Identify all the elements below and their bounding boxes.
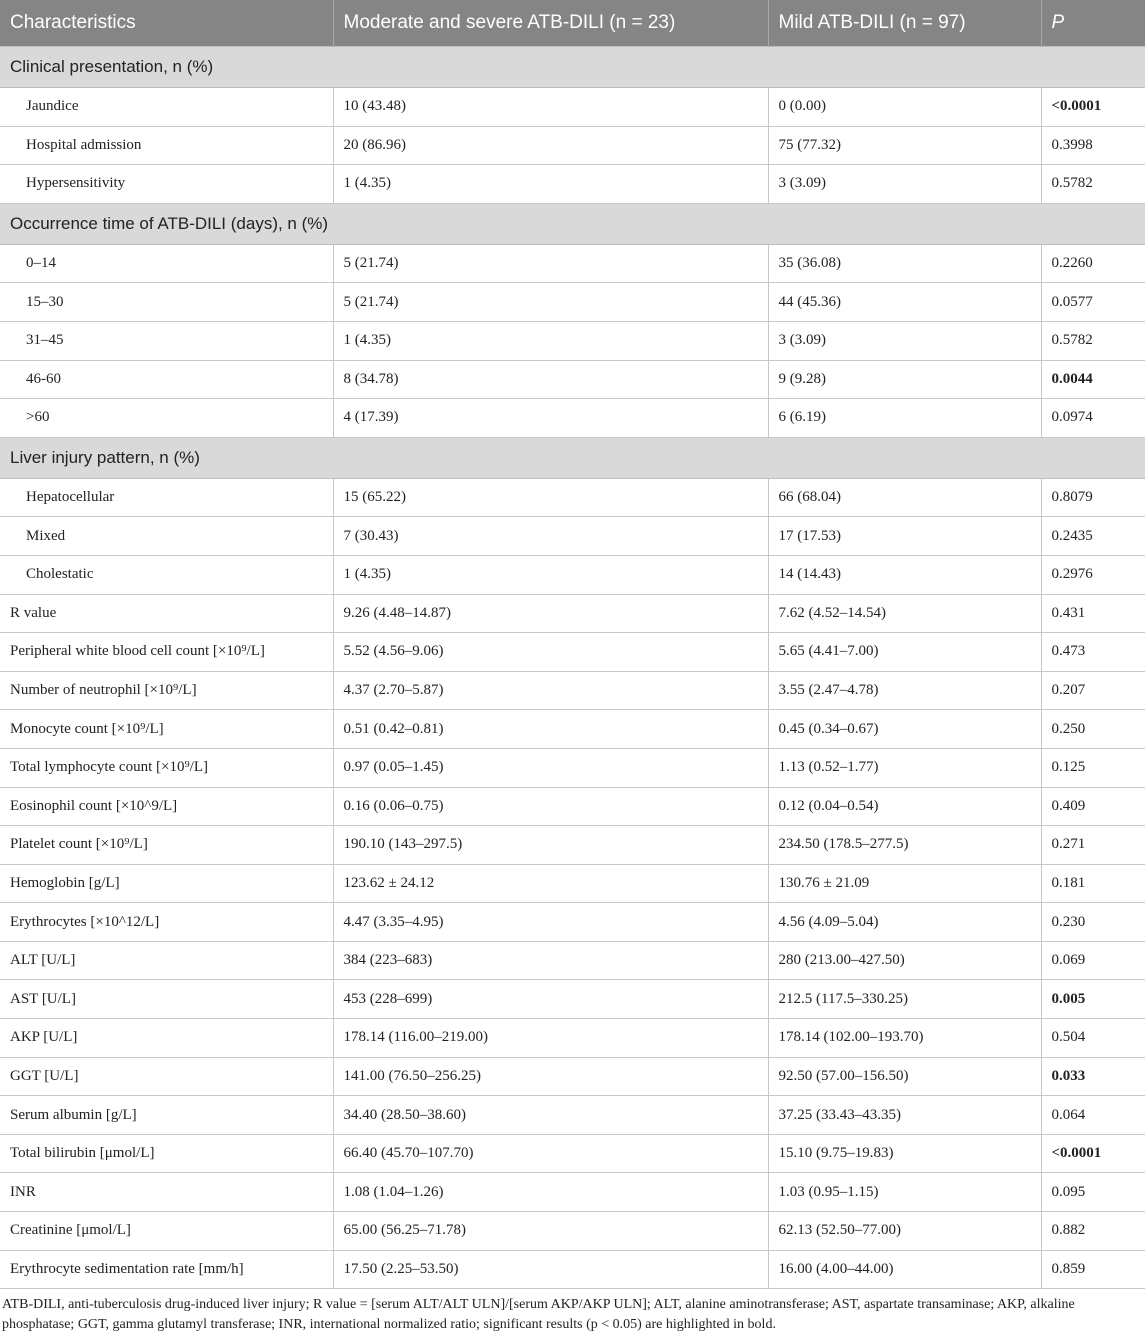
cell-moderate: 65.00 (56.25–71.78) [333, 1212, 768, 1251]
row-label: Erythrocytes [×10^12/L] [0, 903, 333, 942]
cell-mild: 66 (68.04) [768, 478, 1041, 517]
cell-p: 0.230 [1041, 903, 1145, 942]
cell-mild: 3 (3.09) [768, 321, 1041, 360]
table-row [0, 244, 1145, 283]
cell-p: 0.8079 [1041, 478, 1145, 517]
header-characteristics: Characteristics [0, 0, 333, 47]
cell-moderate: 384 (223–683) [333, 941, 768, 980]
table-row [0, 826, 1145, 865]
table-row [0, 941, 1145, 980]
table-row [0, 903, 1145, 942]
table-row [0, 864, 1145, 903]
cell-p: 0.5782 [1041, 165, 1145, 204]
cell-p: 0.0577 [1041, 283, 1145, 322]
cell-p: 0.2260 [1041, 244, 1145, 283]
row-label: >60 [0, 399, 333, 438]
table-row [0, 1096, 1145, 1135]
cell-moderate: 178.14 (116.00–219.00) [333, 1019, 768, 1058]
cell-mild: 62.13 (52.50–77.00) [768, 1212, 1041, 1251]
row-label: 46-60 [0, 360, 333, 399]
section-row [0, 437, 1145, 478]
cell-mild: 3.55 (2.47–4.78) [768, 671, 1041, 710]
cell-moderate: 4 (17.39) [333, 399, 768, 438]
table-row [0, 478, 1145, 517]
cell-mild: 17 (17.53) [768, 517, 1041, 556]
row-label: Erythrocyte sedimentation rate [mm/h] [0, 1250, 333, 1289]
cell-mild: 75 (77.32) [768, 126, 1041, 165]
cell-moderate: 0.97 (0.05–1.45) [333, 748, 768, 787]
cell-moderate: 141.00 (76.50–256.25) [333, 1057, 768, 1096]
cell-moderate: 1 (4.35) [333, 555, 768, 594]
cell-mild: 37.25 (33.43–43.35) [768, 1096, 1041, 1135]
cell-p: 0.473 [1041, 633, 1145, 672]
row-label: AKP [U/L] [0, 1019, 333, 1058]
table-row [0, 165, 1145, 204]
table-row [0, 88, 1145, 127]
cell-mild: 1.13 (0.52–1.77) [768, 748, 1041, 787]
cell-mild: 9 (9.28) [768, 360, 1041, 399]
cell-mild: 14 (14.43) [768, 555, 1041, 594]
cell-mild: 0.45 (0.34–0.67) [768, 710, 1041, 749]
cell-moderate: 123.62 ± 24.12 [333, 864, 768, 903]
cell-p: 0.0044 [1041, 360, 1145, 399]
section-row [0, 203, 1145, 244]
cell-mild: 1.03 (0.95–1.15) [768, 1173, 1041, 1212]
table-row [0, 633, 1145, 672]
row-label: Eosinophil count [×10^9/L] [0, 787, 333, 826]
table-row [0, 1212, 1145, 1251]
cell-mild: 0 (0.00) [768, 88, 1041, 127]
cell-moderate: 5 (21.74) [333, 283, 768, 322]
cell-mild: 92.50 (57.00–156.50) [768, 1057, 1041, 1096]
header-moderate-severe: Moderate and severe ATB-DILI (n = 23) [333, 0, 768, 47]
row-label: Creatinine [μmol/L] [0, 1212, 333, 1251]
table-row [0, 283, 1145, 322]
table-row [0, 748, 1145, 787]
cell-moderate: 9.26 (4.48–14.87) [333, 594, 768, 633]
cell-mild: 35 (36.08) [768, 244, 1041, 283]
table-row [0, 360, 1145, 399]
section-occurrence: Occurrence time of ATB-DILI (days), n (%) [0, 203, 1145, 244]
cell-p: 0.033 [1041, 1057, 1145, 1096]
cell-moderate: 4.37 (2.70–5.87) [333, 671, 768, 710]
cell-moderate: 7 (30.43) [333, 517, 768, 556]
cell-mild: 280 (213.00–427.50) [768, 941, 1041, 980]
cell-moderate: 5 (21.74) [333, 244, 768, 283]
cell-mild: 7.62 (4.52–14.54) [768, 594, 1041, 633]
row-label: Jaundice [0, 88, 333, 127]
cell-mild: 16.00 (4.00–44.00) [768, 1250, 1041, 1289]
table-row [0, 1250, 1145, 1289]
row-label: Mixed [0, 517, 333, 556]
cell-moderate: 8 (34.78) [333, 360, 768, 399]
cell-mild: 178.14 (102.00–193.70) [768, 1019, 1041, 1058]
cell-p: 0.431 [1041, 594, 1145, 633]
header-row [0, 0, 1145, 47]
cell-p: 0.409 [1041, 787, 1145, 826]
cell-moderate: 1 (4.35) [333, 321, 768, 360]
cell-moderate: 190.10 (143–297.5) [333, 826, 768, 865]
cell-moderate: 1 (4.35) [333, 165, 768, 204]
table-row [0, 710, 1145, 749]
cell-moderate: 34.40 (28.50–38.60) [333, 1096, 768, 1135]
table-row [0, 399, 1145, 438]
cell-moderate: 0.16 (0.06–0.75) [333, 787, 768, 826]
table-row [0, 1134, 1145, 1173]
cell-p: <0.0001 [1041, 1134, 1145, 1173]
cell-mild: 15.10 (9.75–19.83) [768, 1134, 1041, 1173]
cell-p: 0.095 [1041, 1173, 1145, 1212]
section-pattern: Liver injury pattern, n (%) [0, 437, 1145, 478]
row-label: Cholestatic [0, 555, 333, 594]
row-label: AST [U/L] [0, 980, 333, 1019]
table-row [0, 980, 1145, 1019]
cell-p: 0.271 [1041, 826, 1145, 865]
cell-p: 0.5782 [1041, 321, 1145, 360]
row-label: Hemoglobin [g/L] [0, 864, 333, 903]
row-label: Number of neutrophil [×10⁹/L] [0, 671, 333, 710]
cell-moderate: 453 (228–699) [333, 980, 768, 1019]
cell-mild: 5.65 (4.41–7.00) [768, 633, 1041, 672]
cell-p: 0.882 [1041, 1212, 1145, 1251]
cell-mild: 6 (6.19) [768, 399, 1041, 438]
cell-moderate: 20 (86.96) [333, 126, 768, 165]
cell-moderate: 4.47 (3.35–4.95) [333, 903, 768, 942]
table-row [0, 126, 1145, 165]
row-label: Total lymphocyte count [×10⁹/L] [0, 748, 333, 787]
table-row [0, 1057, 1145, 1096]
cell-mild: 212.5 (117.5–330.25) [768, 980, 1041, 1019]
cell-p: 0.3998 [1041, 126, 1145, 165]
row-label: R value [0, 594, 333, 633]
cell-moderate: 10 (43.48) [333, 88, 768, 127]
cell-mild: 234.50 (178.5–277.5) [768, 826, 1041, 865]
table-row [0, 671, 1145, 710]
table-footnote: ATB-DILI, anti-tuberculosis drug-induced liver injury; R value = [serum ALT/ALT ULN]/[serum AKP/AKP ULN]; ALT, alanine aminotransferase; AST, aspartate transaminase; AKP, alkaline phosphatase; GGT, gamma glutamyl transferase; INR, international normalized ratio; significant results (p < 0.05) are highlighted in bold. [2, 1297, 1075, 1333]
row-label: ALT [U/L] [0, 941, 333, 980]
cell-p: 0.859 [1041, 1250, 1145, 1289]
cell-moderate: 66.40 (45.70–107.70) [333, 1134, 768, 1173]
cell-p: 0.504 [1041, 1019, 1145, 1058]
cell-mild: 130.76 ± 21.09 [768, 864, 1041, 903]
table-row [0, 1173, 1145, 1212]
table-row [0, 787, 1145, 826]
table-row [0, 1019, 1145, 1058]
cell-mild: 0.12 (0.04–0.54) [768, 787, 1041, 826]
cell-mild: 4.56 (4.09–5.04) [768, 903, 1041, 942]
cell-p: <0.0001 [1041, 88, 1145, 127]
section-row [0, 47, 1145, 88]
cell-moderate: 5.52 (4.56–9.06) [333, 633, 768, 672]
row-label: GGT [U/L] [0, 1057, 333, 1096]
cell-mild: 3 (3.09) [768, 165, 1041, 204]
table-row [0, 594, 1145, 633]
header-p-value: P [1041, 0, 1145, 47]
row-label: Total bilirubin [μmol/L] [0, 1134, 333, 1173]
row-label: Monocyte count [×10⁹/L] [0, 710, 333, 749]
table-row [0, 321, 1145, 360]
cell-p: 0.005 [1041, 980, 1145, 1019]
table-row [0, 517, 1145, 556]
cell-moderate: 15 (65.22) [333, 478, 768, 517]
cell-moderate: 0.51 (0.42–0.81) [333, 710, 768, 749]
section-clinical: Clinical presentation, n (%) [0, 47, 1145, 88]
row-label: Platelet count [×10⁹/L] [0, 826, 333, 865]
row-label: 0–14 [0, 244, 333, 283]
cell-mild: 44 (45.36) [768, 283, 1041, 322]
row-label: Serum albumin [g/L] [0, 1096, 333, 1135]
cell-p: 0.181 [1041, 864, 1145, 903]
table-row [0, 555, 1145, 594]
cell-moderate: 1.08 (1.04–1.26) [333, 1173, 768, 1212]
row-label: 15–30 [0, 283, 333, 322]
header-mild: Mild ATB-DILI (n = 97) [768, 0, 1041, 47]
row-label: Hypersensitivity [0, 165, 333, 204]
row-label: Hepatocellular [0, 478, 333, 517]
cell-p: 0.2435 [1041, 517, 1145, 556]
cell-p: 0.0974 [1041, 399, 1145, 438]
row-label: Hospital admission [0, 126, 333, 165]
cell-p: 0.064 [1041, 1096, 1145, 1135]
row-label: INR [0, 1173, 333, 1212]
cell-p: 0.2976 [1041, 555, 1145, 594]
cell-moderate: 17.50 (2.25–53.50) [333, 1250, 768, 1289]
cell-p: 0.207 [1041, 671, 1145, 710]
cell-p: 0.125 [1041, 748, 1145, 787]
row-label: Peripheral white blood cell count [×10⁹/L] [0, 633, 333, 672]
cell-p: 0.250 [1041, 710, 1145, 749]
row-label: 31–45 [0, 321, 333, 360]
cell-p: 0.069 [1041, 941, 1145, 980]
